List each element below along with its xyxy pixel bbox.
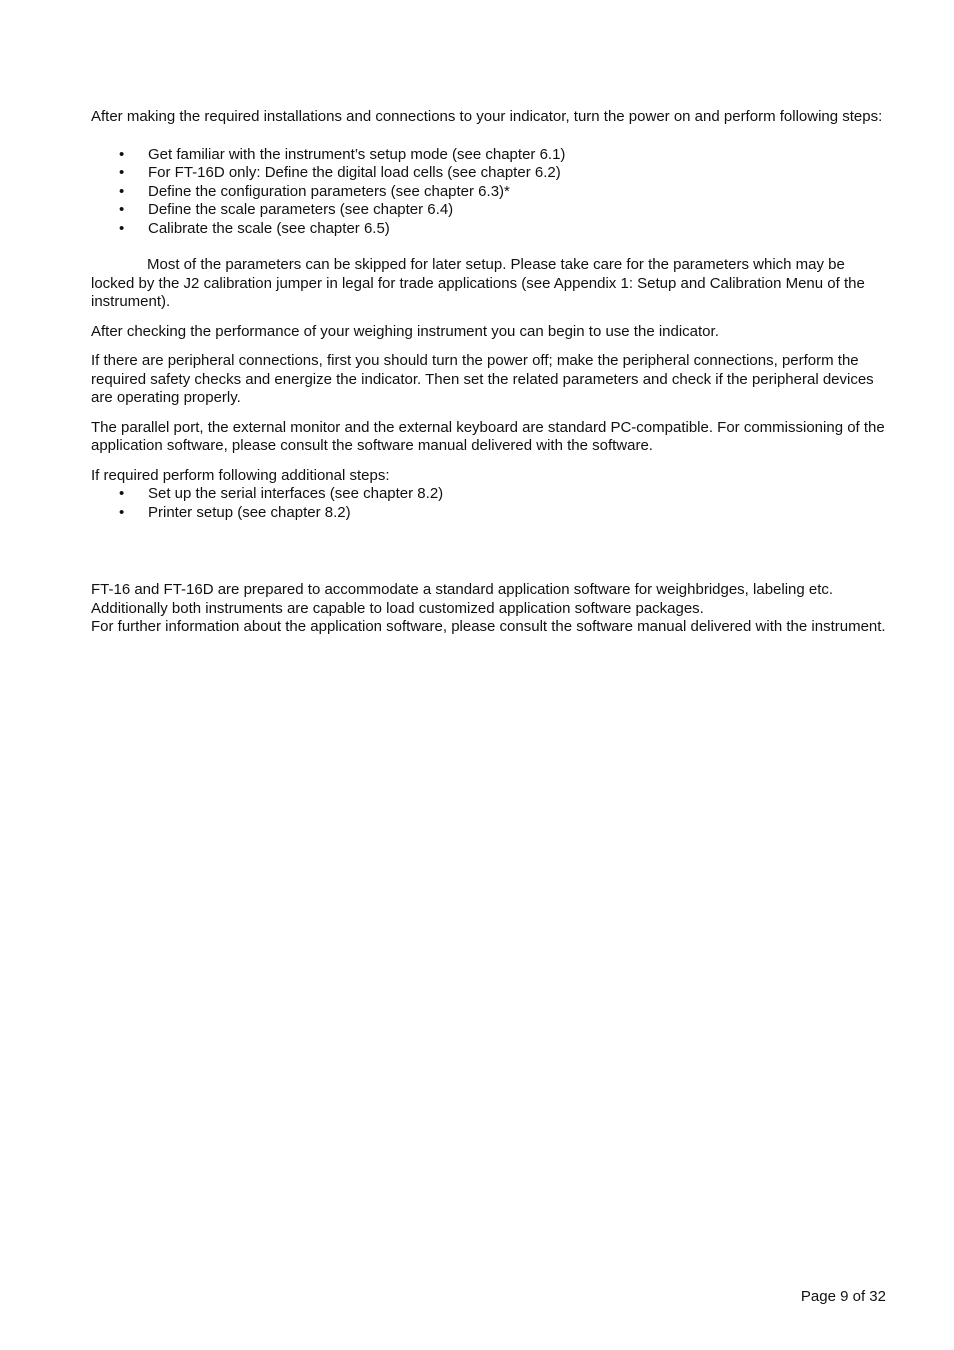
bullet-icon: • — [119, 145, 125, 163]
list-item — [91, 183, 891, 202]
bullet-icon: • — [119, 164, 125, 181]
steps-list — [91, 146, 891, 239]
bullet-icon: • — [119, 201, 125, 218]
software-line-2: Additionally both instruments are capable to load customized application software packages. — [91, 599, 704, 617]
list-item-text: Get familiar with the instrument’s setup mode (see chapter 6.1) — [148, 145, 566, 163]
list-item — [91, 485, 891, 504]
list-item-text: For FT-16D only: Define the digital load cells (see chapter 6.2) — [148, 164, 561, 181]
bullet-icon: • — [119, 182, 125, 200]
parallel-port-paragraph: The parallel port, the external monitor and the external keyboard are standard PC-compatible. For commissioning of the application software, please consult the software manual delivered with the software. — [91, 418, 885, 454]
list-item — [91, 220, 891, 239]
list-item-text: Define the scale parameters (see chapter 6.4) — [148, 201, 454, 218]
list-item-text: Printer setup (see chapter 8.2) — [148, 503, 351, 521]
additional-steps-list — [91, 485, 891, 522]
list-item — [91, 504, 891, 523]
list-item-text: Calibrate the scale (see chapter 6.5) — [148, 219, 390, 237]
additional-steps-intro: If required perform following additional steps: — [91, 466, 390, 484]
peripheral-paragraph: If there are peripheral connections, first you should turn the power off; make the peripheral connections, perform the required safety checks and energize the indicator. Then set the related parameters and check if the peripheral devices are operating properly. — [91, 352, 874, 406]
list-item-text: Set up the serial interfaces (see chapter 8.2) — [148, 485, 444, 502]
software-line-1: FT-16 and FT-16D are prepared to accommodate a standard application software for weighbridges, labeling etc. — [91, 581, 834, 598]
note-paragraph: Most of the parameters can be skipped for later setup. Please take care for the parameters which may be locked by the J2 calibration jumper in legal for trade applications (see Appendix 1: Setup and Calibration Menu of the instrument). — [91, 256, 865, 310]
document-body — [91, 108, 891, 637]
list-item — [91, 201, 891, 220]
performance-paragraph: After checking the performance of your weighing instrument you can begin to use the indicator. — [91, 322, 719, 340]
bullet-icon: • — [119, 485, 125, 502]
software-line-3: For further information about the application software, please consult the software manual delivered with the instrument. — [91, 618, 886, 635]
intro-paragraph: After making the required installations and connections to your indicator, turn the power on and perform following steps: — [91, 108, 883, 125]
list-item-text: Define the configuration parameters (see chapter 6.3)* — [148, 182, 510, 200]
bullet-icon: • — [119, 219, 125, 237]
list-item — [91, 146, 891, 165]
bullet-icon: • — [119, 503, 125, 521]
page-number: Page 9 of 32 — [800, 1288, 886, 1305]
list-item — [91, 164, 891, 183]
